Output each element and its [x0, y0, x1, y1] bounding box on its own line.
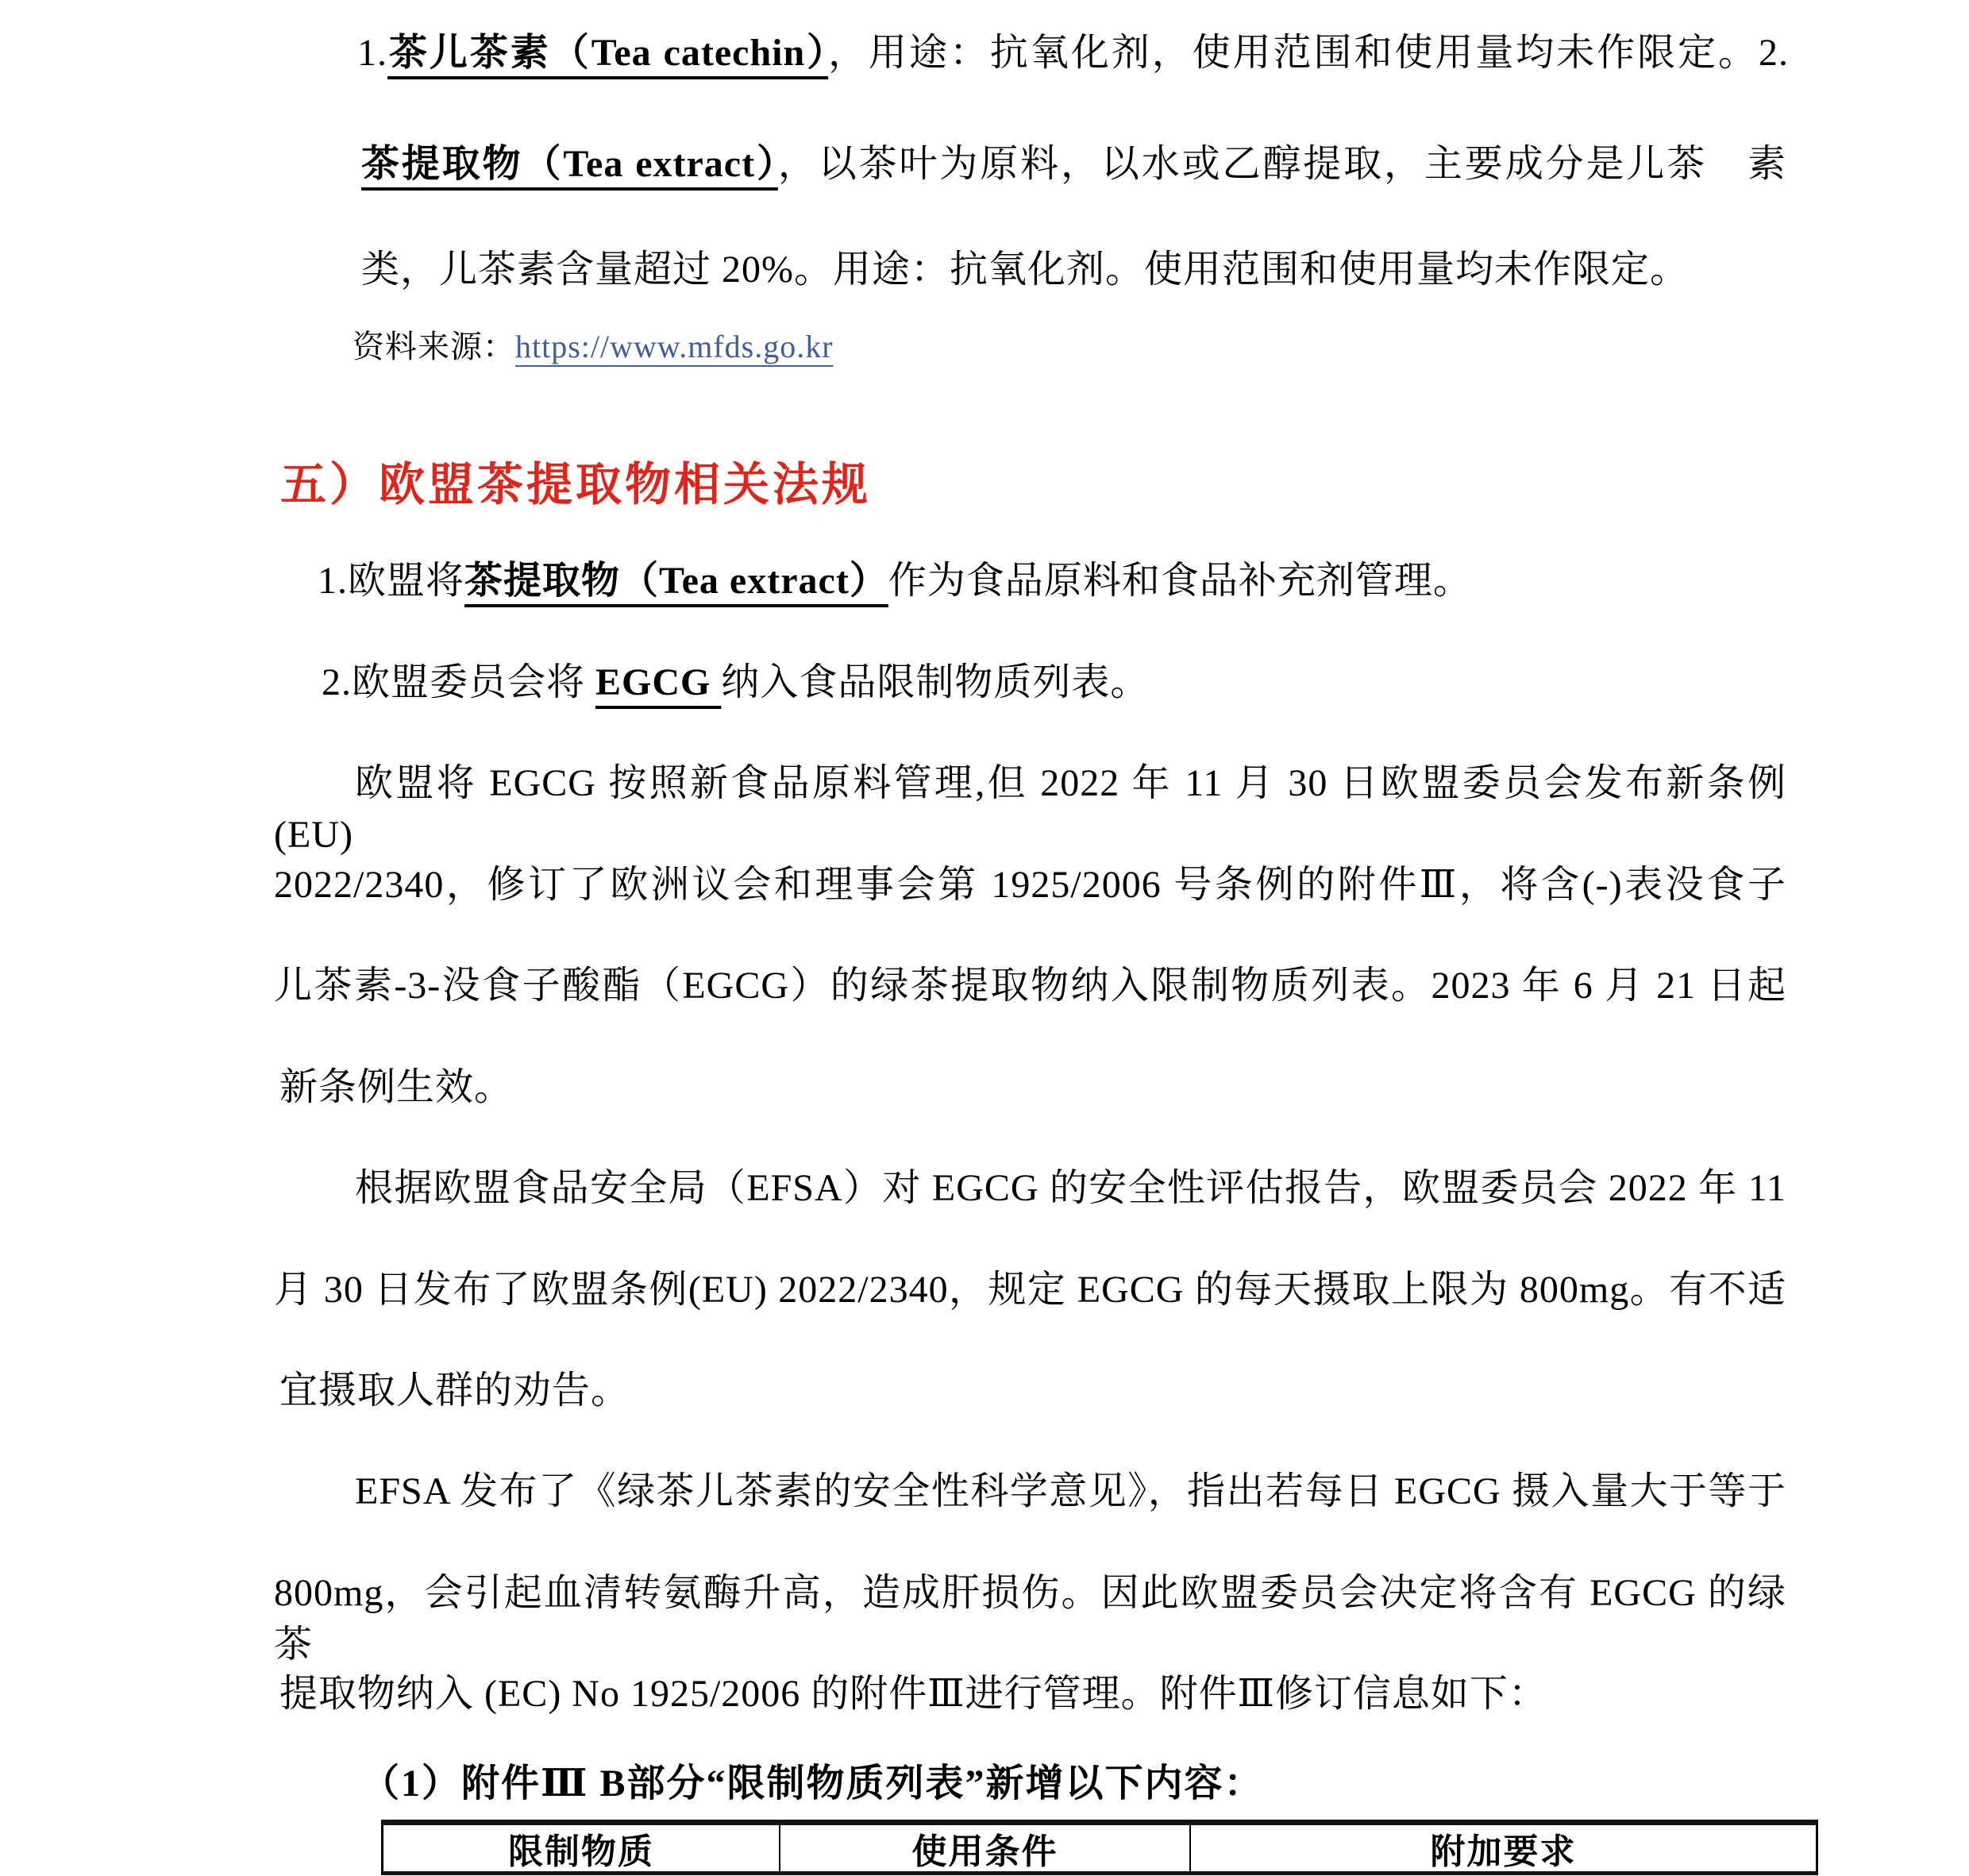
- th3-text: 附加要求: [1430, 1832, 1577, 1871]
- kr-item1-text: ，用途：抗氧化剂，使用范围和使用量均未作限定。2.: [828, 32, 1789, 74]
- p3l1-text: EFSA 发布了《绿茶儿茶素的安全性科学意见》，指出若每日 EGCG 摄入量大于等于: [355, 1470, 1786, 1512]
- th2-text: 使用条件: [911, 1832, 1058, 1871]
- source-link[interactable]: https://www.mfds.go.kr: [515, 329, 834, 364]
- paragraph3-line2: [274, 1568, 1786, 1671]
- p1l3-text: 儿茶素-3-没食子酸酯（EGCG）的绿茶提取物纳入限制物质列表。2023 年 6 月 21 日起: [274, 965, 1786, 1007]
- paragraph1-line4: [279, 1062, 513, 1114]
- section-heading: [280, 454, 871, 516]
- p2l3-text: 宜摄取人群的劝告。: [279, 1369, 630, 1412]
- p3l3-text: 提取物纳入 (EC) No 1925/2006 的附件Ⅲ进行管理。附件Ⅲ修订信息如下：: [279, 1673, 1547, 1715]
- table-header-additional-requirements: [1191, 1825, 1816, 1871]
- p2l1-text: 根据欧盟食品安全局（EFSA）对 EGCG 的安全性评估报告，欧盟委员会 2022 年 11: [355, 1167, 1786, 1209]
- tea-extract-term: 茶提取物（Tea extract）: [361, 143, 778, 185]
- table-header-use-conditions: [780, 1825, 1191, 1871]
- tea-extract-term-eu: 茶提取物（Tea extract）: [464, 560, 888, 602]
- annex-note: [361, 1759, 1263, 1810]
- paragraph2-line2: [274, 1265, 1786, 1316]
- eu-item2-pre: 2.欧盟委员会将: [322, 661, 596, 703]
- paragraph1-line3: [274, 961, 1786, 1012]
- section-heading-text: 五）欧盟茶提取物相关法规: [280, 459, 872, 510]
- source-line: [353, 326, 834, 368]
- paragraph2-line1: [274, 1163, 1786, 1215]
- eu-item2-post: 纳入食品限制物质列表。: [721, 661, 1150, 703]
- p1l2-text: 2022/2340，修订了欧洲议会和理事会第 1925/2006 号条例的附件Ⅲ，将含(-)表没食子: [274, 864, 1786, 906]
- kr-item2-text: ，以茶叶为原料，以水或乙醇提取，主要成分是儿茶 素: [777, 143, 1786, 185]
- kr-item-line2: [361, 139, 1786, 191]
- annex-note-text: （1）附件Ⅲ B部分“限制物质列表”新增以下内容：: [361, 1762, 1264, 1805]
- paragraph1-line2: [274, 860, 1786, 911]
- paragraph1-line1: [274, 758, 1786, 861]
- p1l4-text: 新条例生效。: [279, 1066, 514, 1108]
- p2l2-text: 月 30 日发布了欧盟条例(EU) 2022/2340，规定 EGCG 的每天摄取上限为 800mg。有不适: [274, 1269, 1786, 1311]
- egcg-term: EGCG: [595, 661, 722, 703]
- kr-item3-text: 类，儿茶素含量超过 20%。用途：抗氧化剂。使用范围和使用量均未作限定。: [361, 248, 1689, 291]
- p3l2-text: 800mg，会引起血清转氨酶升高，造成肝损伤。因此欧盟委员会决定将含有 EGCG 的绿茶: [274, 1572, 1786, 1666]
- annex-table: [381, 1820, 1818, 1875]
- paragraph2-line3: [279, 1366, 630, 1417]
- paragraph3-line1: [274, 1466, 1786, 1518]
- table-header-restricted-substance: [383, 1825, 780, 1871]
- eu-item1-pre: 1.欧盟将: [318, 560, 465, 602]
- source-label: 资料来源：: [353, 329, 515, 364]
- eu-item-2: [322, 657, 1149, 709]
- kr-item1-number: 1.: [357, 32, 387, 74]
- eu-item-1: [318, 556, 1472, 607]
- kr-item-line3: [361, 245, 1689, 296]
- tea-catechin-term: 茶儿茶素（Tea catechin）: [387, 32, 829, 74]
- paragraph3-line3: [279, 1669, 1547, 1720]
- kr-item-line1: [274, 28, 1789, 79]
- th1-text: 限制物质: [508, 1832, 654, 1871]
- p1l1-text: 欧盟将 EGCG 按照新食品原料管理,但 2022 年 11 月 30 日欧盟委员会发布新条例 (EU): [274, 762, 1786, 856]
- eu-item1-post: 作为食品原料和食品补充剂管理。: [888, 560, 1472, 602]
